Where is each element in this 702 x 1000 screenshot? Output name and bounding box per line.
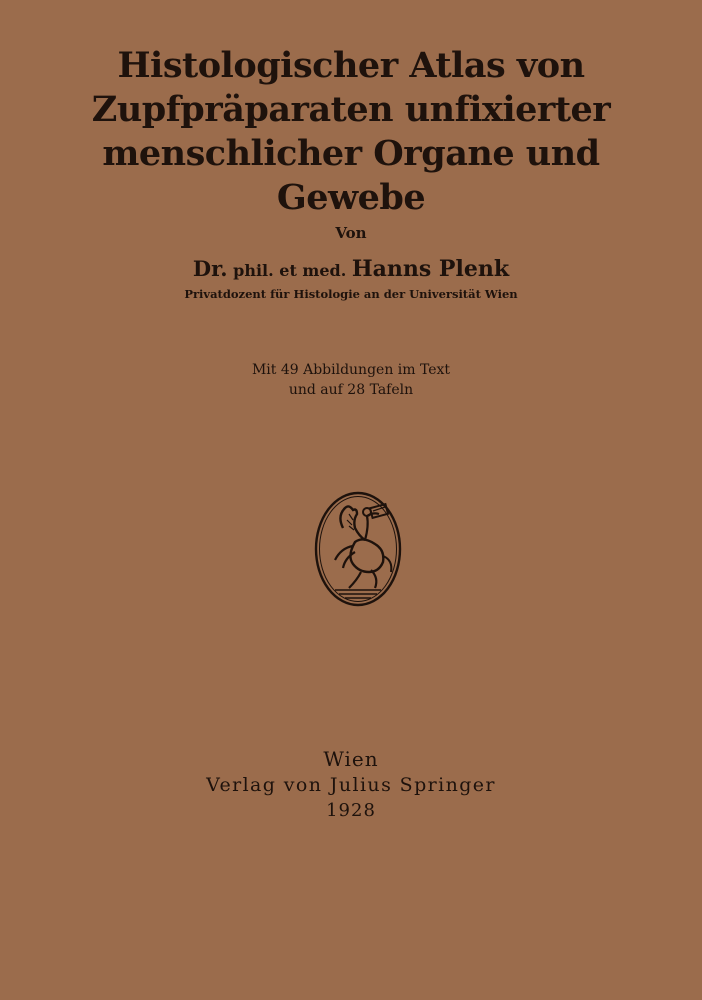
author-prefix-degrees: phil. et med.: [233, 261, 347, 280]
springer-knight-horse-icon: [313, 490, 403, 608]
book-title: [0, 44, 702, 220]
byline: Von: [335, 224, 367, 242]
title-line-3: menschlicher Organe und: [102, 133, 600, 174]
author-line: [0, 256, 702, 282]
imprint-publisher: Verlag von Julius Springer: [206, 774, 496, 796]
illustration-note-line-2: und auf 28 Tafeln: [288, 382, 414, 398]
illustration-note: [0, 360, 702, 400]
title-line-2: Zupfpräparaten unfixierter: [91, 89, 611, 130]
illustration-note-line-1: Mit 49 Abbildungen im Text: [251, 362, 451, 378]
title-line-4: Gewebe: [276, 177, 426, 218]
imprint-year: 1928: [326, 800, 376, 821]
author-name: Hanns Plenk: [351, 256, 510, 282]
author-affiliation: Privatdozent für Histologie an der Universität Wien: [184, 287, 518, 301]
title-line-1: Histologischer Atlas von: [117, 45, 585, 86]
imprint-city: Wien: [323, 747, 379, 771]
author-prefix-dr: Dr.: [192, 256, 228, 281]
